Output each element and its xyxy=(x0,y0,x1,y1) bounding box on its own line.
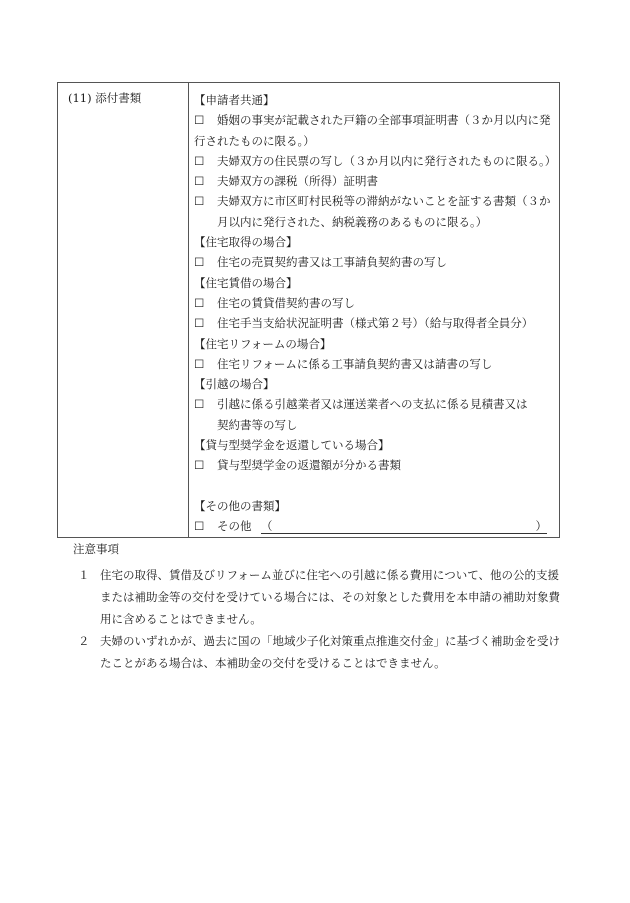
checklist-item xyxy=(194,151,556,171)
checkbox[interactable]: ☐ xyxy=(194,295,205,310)
notes-heading: 注意事項 xyxy=(73,542,119,556)
note-number: １ xyxy=(78,568,90,582)
checklist-item-label: 契約書等の写し xyxy=(217,417,298,432)
checkbox[interactable]: ☐ xyxy=(194,194,205,209)
note-line xyxy=(78,565,558,587)
checklist-item-label: 月以内に発行された、納税義務のあるものに限る。） xyxy=(217,214,488,229)
checkbox[interactable]: ☐ xyxy=(194,174,205,189)
checklist-item-label: 夫婦双方の課税（所得）証明書 xyxy=(217,174,378,189)
checkbox[interactable]: ☐ xyxy=(194,458,205,473)
section-heading: 【貸与型奨学金を返還している場合】 xyxy=(194,438,390,453)
checklist-item-label: 住宅リフォームに係る工事請負契約書又は請書の写し xyxy=(217,356,493,371)
checklist-item-label: 夫婦双方の住民票の写し（３か月以内に発行されたものに限る。） xyxy=(217,153,557,168)
note-line xyxy=(78,609,558,631)
note-text: 住宅の取得、賃借及びリフォーム並びに住宅への引越に係る費用について、他の公的支援 xyxy=(100,568,559,582)
checklist-item xyxy=(194,171,556,191)
checklist-item-continuation xyxy=(194,212,556,232)
section-heading: 【引越の場合】 xyxy=(194,377,275,392)
checklist-item xyxy=(194,313,556,333)
attachments-list xyxy=(194,90,556,537)
checklist-item-label: 貸与型奨学金の返還額が分かる書類 xyxy=(217,458,401,473)
other-label: その他 xyxy=(217,519,252,534)
row-label-attachments: (11) 添付書類 xyxy=(68,91,142,105)
checklist-item xyxy=(194,191,556,211)
note-line xyxy=(78,587,558,609)
close-paren: ） xyxy=(535,519,547,534)
checklist-item xyxy=(194,455,556,475)
note-item xyxy=(78,565,558,630)
spacer xyxy=(194,476,556,496)
checklist-item xyxy=(194,394,556,414)
section-heading: 【その他の書類】 xyxy=(194,498,286,513)
note-line xyxy=(78,631,558,653)
note-number: ２ xyxy=(78,634,90,648)
checklist-item-label: 夫婦双方に市区町村民税等の滞納がないことを証する書類（３か xyxy=(217,194,551,209)
checklist-item-other xyxy=(194,516,556,536)
checkbox[interactable]: ☐ xyxy=(194,356,205,371)
checklist-item-label: 婚姻の事実が記載された戸籍の全部事項証明書（３か月以内に発 xyxy=(217,113,551,128)
attachments-table xyxy=(57,82,560,538)
checkbox[interactable]: ☐ xyxy=(194,113,205,128)
checklist-item xyxy=(194,110,556,130)
checklist-item-label: 住宅の売買契約書又は工事請負契約書の写し xyxy=(217,255,447,270)
checkbox[interactable]: ☐ xyxy=(194,316,205,331)
note-text: 用に含めることはできません。 xyxy=(100,611,262,626)
checkbox[interactable]: ☐ xyxy=(194,397,205,412)
checklist-item-continuation xyxy=(194,415,556,435)
note-text: または補助金等の交付を受けている場合には、その対象とした費用を本申請の補助対象費 xyxy=(100,589,560,604)
section-heading: 【住宅取得の場合】 xyxy=(194,235,298,250)
note-line xyxy=(78,653,558,675)
note-text: たことがある場合は、本補助金の交付を受けることはできません。 xyxy=(100,655,446,670)
checklist-item-continuation xyxy=(194,131,556,151)
checkbox[interactable]: ☐ xyxy=(194,255,205,270)
other-details-field[interactable] xyxy=(261,516,547,534)
section-heading: 【住宅リフォームの場合】 xyxy=(194,336,332,351)
checkbox[interactable]: ☐ xyxy=(194,153,205,168)
checklist-item-label: 住宅の賃貸借契約書の写し xyxy=(217,295,355,310)
checklist-item-label: 住宅手当支給状況証明書（様式第２号）（給与取得者全員分） xyxy=(217,316,534,331)
checklist-item-label: 行されたものに限る。） xyxy=(194,133,315,148)
note-text: 夫婦のいずれかが、過去に国の「地域少子化対策重点推進交付金」に基づく補助金を受け xyxy=(100,634,560,648)
note-item xyxy=(78,631,558,675)
column-divider xyxy=(188,83,189,537)
checklist-item xyxy=(194,252,556,272)
checklist-item-label: 引越に係る引越業者又は運送業者への支払に係る見積書又は xyxy=(217,397,528,412)
checklist-item xyxy=(194,354,556,374)
section-heading: 【住宅賃借の場合】 xyxy=(194,275,298,290)
checkbox[interactable]: ☐ xyxy=(194,519,205,534)
open-paren: （ xyxy=(261,519,273,534)
checklist-item xyxy=(194,293,556,313)
section-heading: 【申請者共通】 xyxy=(194,93,275,107)
